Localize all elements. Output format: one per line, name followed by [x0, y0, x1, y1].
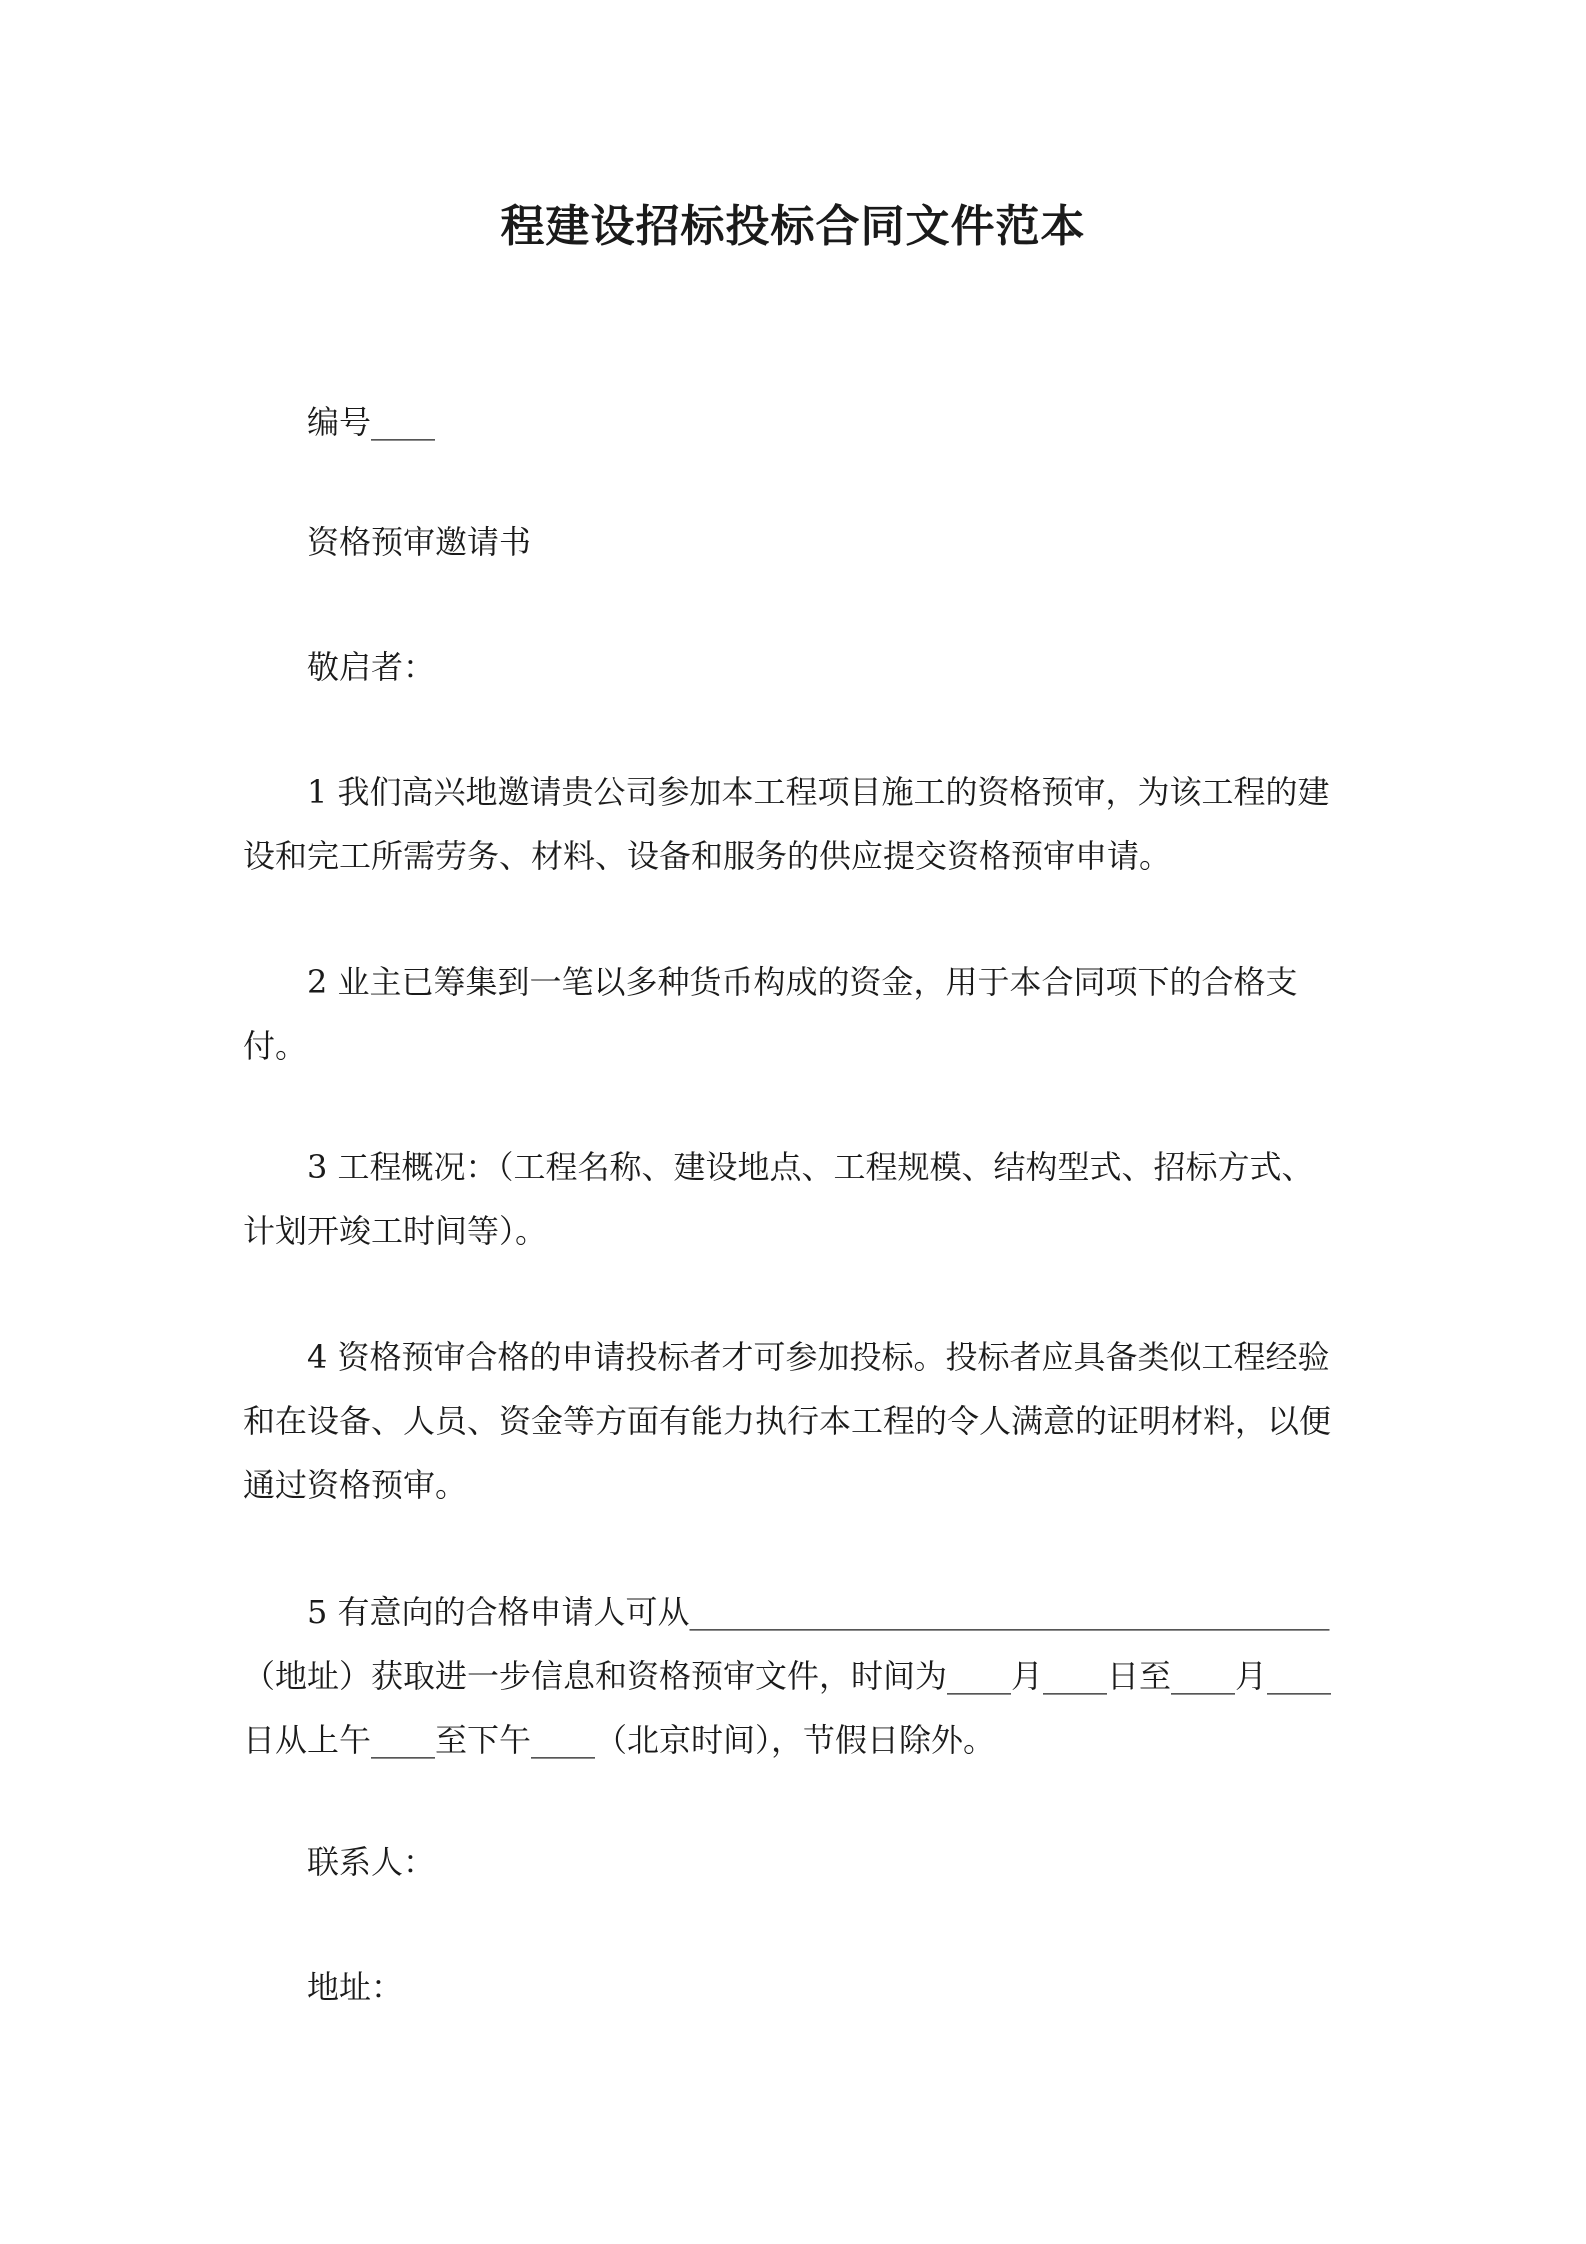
paragraph-1-line-2: 设和完工所需劳务、材料、设备和服务的供应提交资格预审申请。	[243, 837, 1172, 875]
invitation-heading	[243, 510, 1407, 574]
paragraph-5-line-2: （地址）获取进一步信息和资格预审文件，时间为____月____日至____月____	[243, 1657, 1332, 1695]
contact-field	[243, 1830, 1407, 1894]
heading-text: 资格预审邀请书	[307, 523, 532, 561]
paragraph-4-line-2: 和在设备、人员、资金等方面有能力执行本工程的令人满意的证明材料，以便	[243, 1402, 1332, 1440]
contact-label: 联系人：	[307, 1843, 436, 1881]
number-field	[243, 390, 1407, 454]
salutation	[243, 635, 1407, 699]
paragraph-4	[243, 1325, 1343, 1517]
paragraph-3-line-1: 3 工程概况：（工程名称、建设地点、工程规模、结构型式、招标方式、	[307, 1148, 1314, 1186]
document-title: 程建设招标投标合同文件范本	[500, 201, 1086, 252]
paragraph-2-line-1: 2 业主已筹集到一笔以多种货币构成的资金，用于本合同项下的合格支	[307, 963, 1298, 1001]
paragraph-4-line-1: 4 资格预审合格的申请投标者才可参加投标。投标者应具备类似工程经验	[307, 1338, 1330, 1376]
address-field	[243, 1955, 1407, 2019]
paragraph-3	[243, 1135, 1343, 1263]
paragraph-1-line-1: 1 我们高兴地邀请贵公司参加本工程项目施工的资格预审，为该工程的建	[307, 773, 1330, 811]
paragraph-2	[243, 950, 1343, 1078]
paragraph-5-line-3: 日从上午____至下午____（北京时间），节假日除外。	[243, 1721, 996, 1759]
salutation-text: 敬启者：	[307, 648, 436, 686]
paragraph-2-line-2: 付。	[243, 1027, 308, 1065]
address-label: 地址：	[307, 1968, 404, 2006]
paragraph-1	[243, 760, 1343, 888]
paragraph-4-line-3: 通过资格预审。	[243, 1466, 468, 1504]
paragraph-3-line-2: 计划开竣工时间等）。	[243, 1212, 548, 1250]
paragraph-5	[243, 1580, 1343, 1772]
paragraph-5-line-1: 5 有意向的合格申请人可从________________________________________	[307, 1593, 1330, 1631]
number-label: 编号____	[307, 403, 436, 441]
